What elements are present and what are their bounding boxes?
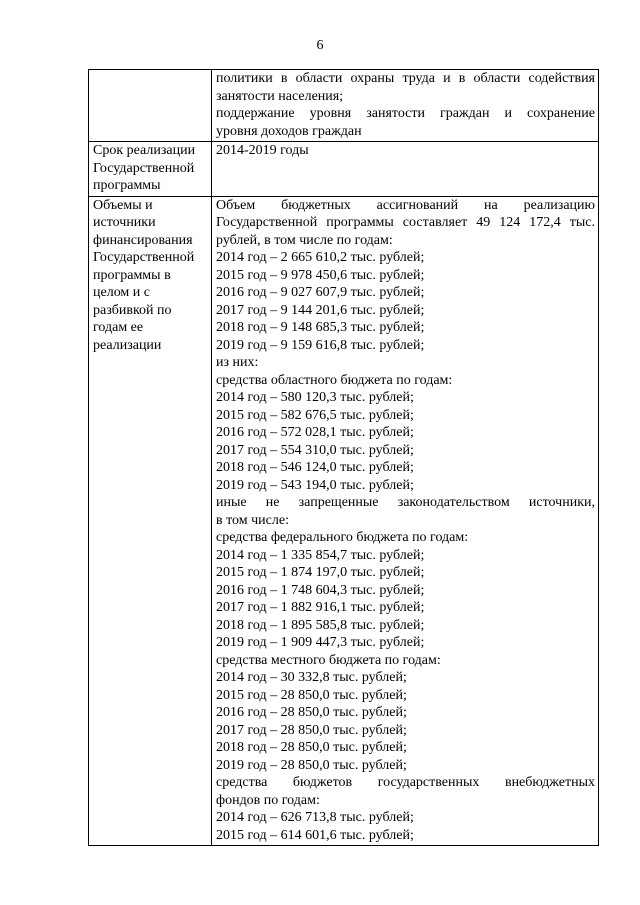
offbudget-2014: 2014 год – 626 713,8 тыс. рублей; — [216, 810, 414, 825]
label-line: Объемы и — [93, 197, 153, 213]
text-line: иные не запрещенные законодательством источники, — [216, 495, 595, 510]
continuation-text-cell — [212, 70, 599, 142]
label-line: реализации — [93, 337, 162, 353]
section-heading: средства областного бюджета по годам: — [216, 372, 453, 388]
regional-2014: 2014 год – 580 120,3 тыс. рублей; — [216, 390, 414, 405]
term-row — [89, 142, 599, 197]
label-line: Государственной — [93, 160, 195, 176]
local-2015: 2015 год – 28 850,0 тыс. рублей; — [216, 687, 407, 703]
term-label-cell — [89, 142, 212, 197]
label-line: годам ее — [93, 320, 144, 335]
funding-total-2019: 2019 год – 9 159 616,8 тыс. рублей; — [216, 337, 425, 353]
funding-label-cell — [89, 196, 212, 846]
text-line: занятости населения; — [216, 88, 344, 104]
local-2014: 2014 год – 30 332,8 тыс. рублей; — [216, 670, 407, 685]
label-line: Государственной — [93, 250, 195, 265]
local-2018: 2018 год – 28 850,0 тыс. рублей; — [216, 740, 407, 755]
federal-2014: 2014 год – 1 335 854,7 тыс. рублей; — [216, 547, 425, 563]
label-line: программы — [93, 178, 161, 193]
page-number: 6 — [316, 38, 324, 53]
text-line: в том числе: — [216, 512, 289, 528]
text-line: из них: — [216, 355, 259, 370]
regional-2019: 2019 год – 543 194,0 тыс. рублей; — [216, 477, 414, 493]
section-heading: средства местного бюджета по годам: — [216, 652, 441, 668]
funding-total-2015: 2015 год – 9 978 450,6 тыс. рублей; — [216, 267, 425, 283]
label-line: Срок реализации — [93, 143, 196, 158]
label-line: целом и с — [93, 285, 150, 300]
regional-2018: 2018 год – 546 124,0 тыс. рублей; — [216, 460, 414, 475]
text-line: средства бюджетов государственных внебюджетных — [216, 775, 595, 790]
label-line: разбивкой по — [93, 302, 172, 318]
label-line: финансирования — [93, 232, 193, 248]
federal-2017: 2017 год – 1 882 916,1 тыс. рублей; — [216, 600, 425, 615]
funding-total-2017: 2017 год – 9 144 201,6 тыс. рублей; — [216, 302, 425, 318]
regional-2016: 2016 год – 572 028,1 тыс. рублей; — [216, 425, 414, 440]
term-value: 2014-2019 годы — [216, 143, 309, 158]
funding-text-cell — [212, 196, 599, 846]
text-line: рублей, в том числе по годам: — [216, 232, 393, 248]
text-line: Государственной программы составляет 49 124 172,4 тыс. — [216, 215, 595, 230]
label-line: источники — [93, 215, 156, 230]
offbudget-2015: 2015 год – 614 601,6 тыс. рублей; — [216, 827, 414, 843]
funding-total-2016: 2016 год – 9 027 607,9 тыс. рублей; — [216, 285, 425, 300]
continuation-row — [89, 70, 599, 142]
local-2016: 2016 год – 28 850,0 тыс. рублей; — [216, 705, 407, 720]
funding-total-2014: 2014 год – 2 665 610,2 тыс. рублей; — [216, 250, 425, 265]
funding-row — [89, 196, 599, 846]
local-2017: 2017 год – 28 850,0 тыс. рублей; — [216, 722, 407, 738]
program-passport-table — [88, 69, 599, 846]
funding-total-2018: 2018 год – 9 148 685,3 тыс. рублей; — [216, 320, 425, 335]
text-line: уровня доходов граждан — [216, 123, 362, 139]
section-heading: средства федерального бюджета по годам: — [216, 530, 469, 545]
federal-2015: 2015 год – 1 874 197,0 тыс. рублей; — [216, 565, 425, 580]
section-heading: фондов по годам: — [216, 792, 320, 808]
term-value-cell — [212, 142, 599, 197]
federal-2016: 2016 год – 1 748 604,3 тыс. рублей; — [216, 582, 425, 598]
federal-2019: 2019 год – 1 909 447,3 тыс. рублей; — [216, 635, 425, 650]
local-2019: 2019 год – 28 850,0 тыс. рублей; — [216, 757, 407, 773]
regional-2015: 2015 год – 582 676,5 тыс. рублей; — [216, 407, 414, 423]
text-line: поддержание уровня занятости граждан и сохранение — [216, 106, 595, 121]
federal-2018: 2018 год – 1 895 585,8 тыс. рублей; — [216, 617, 425, 633]
continuation-label-cell — [89, 70, 212, 142]
label-line: программы в — [93, 267, 171, 283]
text-line: политики в области охраны труда и в области содействия — [216, 71, 595, 86]
regional-2017: 2017 год – 554 310,0 тыс. рублей; — [216, 442, 414, 458]
text-line: Объем бюджетных ассигнований на реализацию — [216, 197, 595, 213]
